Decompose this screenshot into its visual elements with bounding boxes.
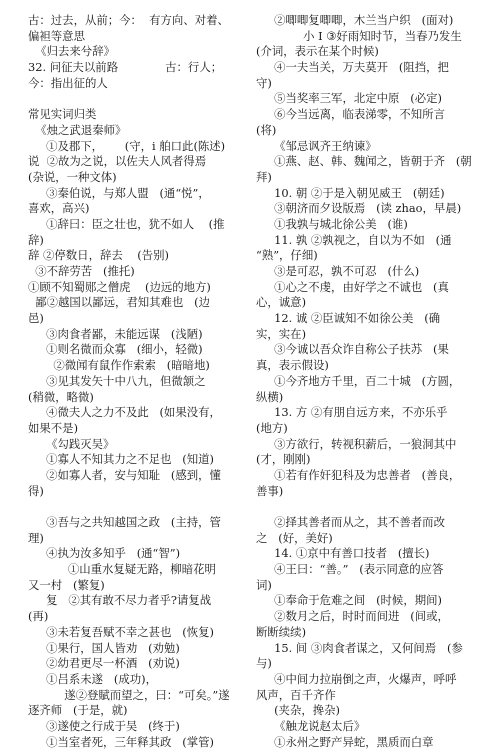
right-column-line: 善事) <box>256 483 284 498</box>
right-column-line: ①今齐地方千里，百二十城 (方圆， <box>256 373 461 388</box>
left-column-line: 说 ②故为之说，以佐夫人风者得焉 <box>28 154 207 169</box>
left-column-line: ①当室者死，三年释其政 (掌管) <box>28 734 214 749</box>
left-column-line: ①吕系未遂 (成功)， <box>28 671 157 686</box>
left-column-line: 偏袒等意思 <box>28 28 85 43</box>
right-column-line: ③今诚以吾众诈自称公子扶苏 (果 <box>256 342 449 357</box>
right-column-line <box>256 499 478 515</box>
left-column-line: 理) <box>28 530 44 545</box>
right-column-line: (介词，表示在某个时候) <box>256 44 379 59</box>
right-column-line: 《触龙说赵太后》 <box>256 718 366 733</box>
right-column-line: ⑤当奖率三军，北定中原 (必定) <box>256 91 442 106</box>
right-column-line: ①永州之野产异蛇，黑质而白章 <box>256 734 434 749</box>
left-column-line: ①寡人不知其力之不足也 (知道) <box>28 452 214 467</box>
left-column-line <box>28 91 246 107</box>
right-column-line: ④中间力拉崩倒之声，火爆声，呼呼 <box>256 671 457 686</box>
left-column <box>28 13 246 750</box>
left-column-line: ③肉食者鄙，未能远谋 (浅陋) <box>28 326 203 341</box>
left-column-line: (杂说，一种文体) <box>28 169 117 184</box>
left-column-line: 逐齐师 (于是，就) <box>28 703 128 718</box>
left-column-line: 《勾践灭吴》 <box>28 436 115 451</box>
left-column-line: ①及郡下， (守，i 舶口此(陈述) <box>28 138 226 153</box>
left-column-line: ②如寡人者，安与知耻 (感到，懂 <box>28 467 221 482</box>
left-column-line: ③未若复吾赋不幸之甚也 (恢复) <box>28 624 214 639</box>
right-column-line: ②择其善者而从之，其不善者而改 <box>256 515 445 529</box>
right-column-line: 真，表示假设) <box>256 358 329 373</box>
left-column-line: ④执为汝多知乎 (通“智”) <box>28 546 181 561</box>
right-column-line: 风声，百千齐作 <box>256 687 336 702</box>
right-column-line: 词) <box>256 577 272 592</box>
right-column-line: 实，实在) <box>256 326 307 341</box>
left-column-line: 32. 问征夫以前路 古：行人； <box>28 60 223 75</box>
left-column-line: 常见实词归类 <box>28 107 97 122</box>
right-column-line: ①心之不虔，由好学之不诚也 (真 <box>256 279 449 294</box>
right-column-line: (才，刚刚) <box>256 452 311 467</box>
left-column-line: 《烛之武退秦师》 <box>28 122 127 137</box>
right-column <box>256 13 478 750</box>
right-column-line: 12. 诚 ②臣诚知不如徐公美 (确 <box>256 311 441 326</box>
right-column-line: ③朝济而夕设版焉 (读 zhao，早晨) <box>256 201 462 216</box>
left-column-line: ③遂使之行成于吴 (终于) <box>28 718 180 733</box>
right-column-line: 守) <box>256 75 272 90</box>
right-column-line: ①我孰与城北徐公美 (谁) <box>256 216 408 231</box>
right-column-line: 纵横) <box>256 389 284 404</box>
left-column-line: 辞) <box>28 232 44 247</box>
left-column-line: 《归去来兮辞》 <box>28 44 115 59</box>
left-column-line: ③秦伯说，与郑人盟 (通“悦”， <box>28 185 210 200</box>
right-column-line: 心，诚意) <box>256 295 307 310</box>
left-column-line: ①果行，国人皆劝 (劝勉) <box>28 640 180 655</box>
left-column-line: ②微闻有鼠作作索索 (暗暗地) <box>28 358 210 373</box>
left-column-line <box>28 499 246 515</box>
right-column-line: ④王曰：“善。” (表示同意的应答 <box>256 562 444 577</box>
right-column-line: ②数月之后，时时而间进 (间或， <box>256 609 449 624</box>
left-column-line: ①山重水复疑无路，柳暗花明 <box>28 562 216 577</box>
left-column-line: (稍微，略微) <box>28 389 94 404</box>
right-column-line: (夹杂，搀杂) <box>256 703 340 718</box>
right-column-line: ①奉命于危难之间 (时候，期间) <box>256 593 442 608</box>
left-column-line: ③不辞劳苦 (推托) <box>28 264 135 278</box>
left-column-line: ①顾不知蜀郧之僧虎 (边远的地方) <box>28 279 211 294</box>
right-column-line: 小 I ③好雨知时节，当春乃发生 <box>256 28 462 43</box>
right-column-line: 《邹忌讽齐王纳谏》 <box>256 138 377 153</box>
right-column-line: “熟”，仔细) <box>256 248 318 263</box>
right-column-line: 11. 孰 ②孰视之，自以为不如 (通 <box>256 232 452 247</box>
left-column-line: 复 ②其有敢不尽力者乎?请复战 <box>28 593 212 608</box>
left-column-line: ③见其发矢十中八九，但微颔之 <box>28 373 206 388</box>
right-column-line: 拜) <box>256 169 272 184</box>
right-column-line: 10. 朝 ②于是入朝见威王 (朝廷) <box>256 185 445 200</box>
right-column-line: (将) <box>256 122 277 137</box>
left-column-line: ①辞曰：臣之壮也，犹不如人 (推 <box>28 216 225 231</box>
right-column-line: ①若有作奸犯科及为忠善者 (善良， <box>256 467 461 482</box>
left-column-line: 得) <box>28 483 44 498</box>
right-column-line: ③方欲行，转视积薪后，一狼洞其中 <box>256 436 457 451</box>
left-column-line: 邑) <box>28 311 44 326</box>
right-column-line: ②唧唧复唧唧，木兰当户织 (面对) <box>256 13 454 27</box>
right-column-line: (地方) <box>256 420 288 435</box>
left-column-line: ④微夫人之力不及此 (如果没有， <box>28 405 221 420</box>
right-column-line: 与) <box>256 656 272 671</box>
right-column-line: ③是可忍，孰不可忍 (什么) <box>256 264 420 278</box>
left-column-line: ②幼君更尽一杯酒 (劝说) <box>28 656 180 671</box>
left-column-line: 如果不是) <box>28 420 79 435</box>
left-column-line: 又一村 (繁复) <box>28 577 105 592</box>
left-column-line: 遂②登賦而望之，曰：“可矣。”遂 <box>28 687 230 702</box>
left-column-line: 鄙②越国以鄙远，君知其难也 (边 <box>28 295 211 310</box>
left-column-line: ①则名微而众寡 (细小，轻微) <box>28 342 203 357</box>
right-column-line: 14. ①京中有善口技者 (擅长) <box>256 546 430 561</box>
right-column-line: ④一夫当关，万夫莫开 (阻挡，把 <box>256 60 449 75</box>
left-column-line: 今：指出征的人 <box>28 75 108 90</box>
left-column-line: 古：过去，从前；今： 有方向、对着、 <box>28 13 229 27</box>
left-column-line: ③吾与之共知越国之政 (主持，管 <box>28 515 221 529</box>
right-column-line: 15. 间 ③肉食者谋之，又何间焉 (参 <box>256 640 463 655</box>
right-column-line: 之 (好，美好) <box>256 530 333 545</box>
right-column-line: 13. 方 ②有朋自远方来，不亦乐乎 <box>256 405 448 420</box>
left-column-line: 辞 ②停数日，辞去 (告别) <box>28 248 169 263</box>
left-column-line: 喜欢，高兴) <box>28 201 90 216</box>
right-column-line: 断断续续) <box>256 624 307 639</box>
left-column-line: (再) <box>28 609 49 624</box>
right-column-line: ①燕、赵、韩、魏闻之，皆朝于齐 (朝 <box>256 154 472 169</box>
right-column-line: ⑥今当远离，临表涕零，不知所言 <box>256 107 445 122</box>
